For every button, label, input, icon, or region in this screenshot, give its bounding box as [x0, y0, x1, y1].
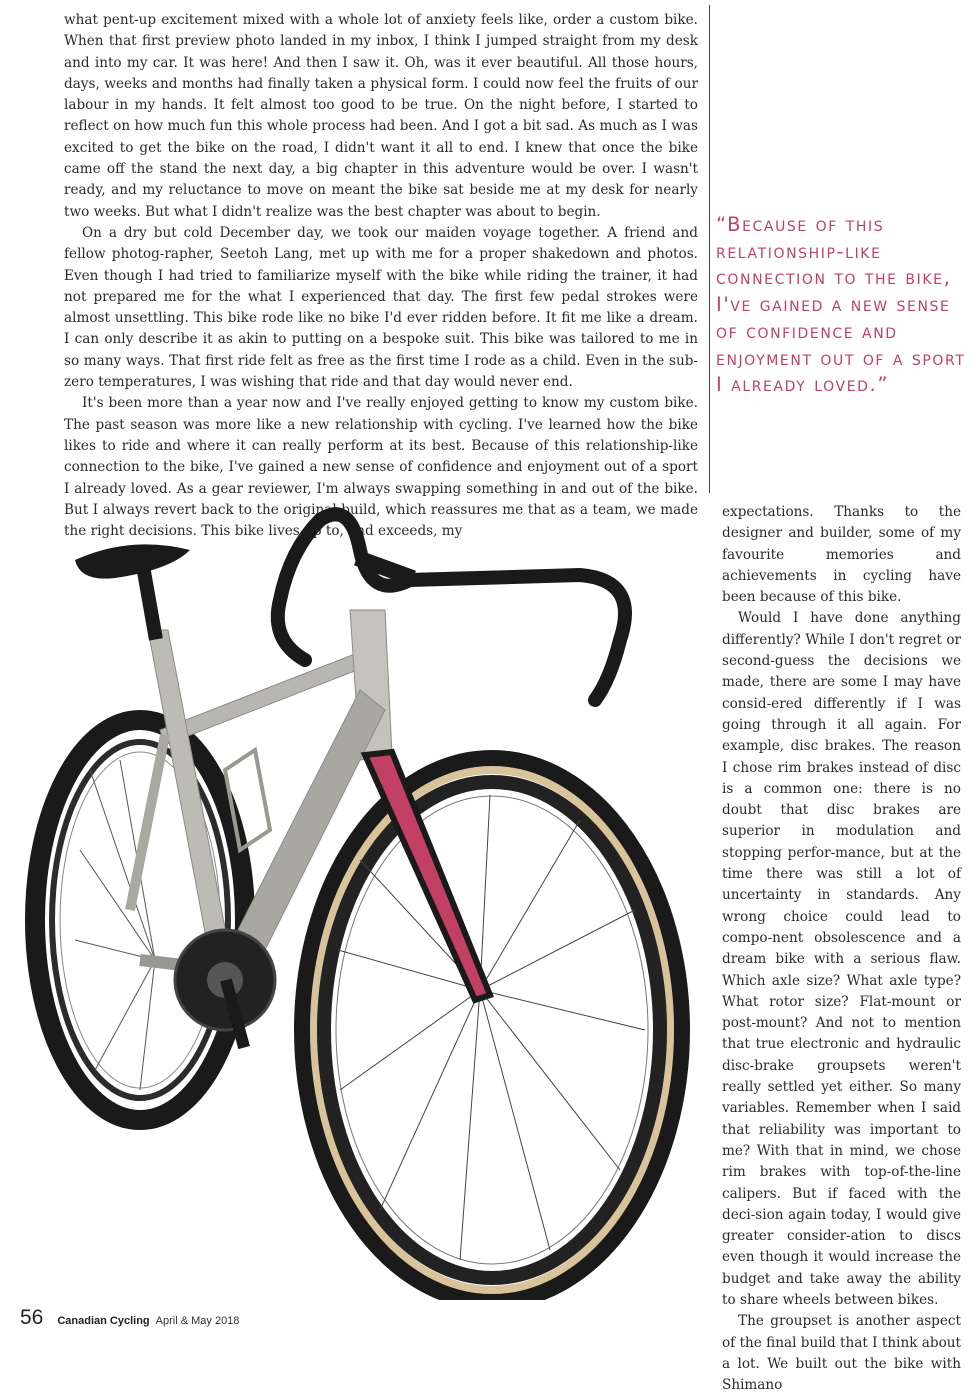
paragraph-2: On a dry but cold December day, we took our maiden voyage together. A friend and fellow photog-rapher, Seetoh Lang, met up with me for a proper shakedown and photos. Even though I had tried to familiarize myself with the bike while riding the trainer, it had not prepared me for the what I experienced that day. The first few pedal strokes were almost unsettling. This bike rode like no bike I'd ever ridden before. It fit me like a dream. I can only describe it as akin to putting on a bespoke suit. This bike was tailored to me in so many ways. That first ride felt as free as the first time I rode as a child. Even in the sub-zero temperatures, I was wishing that ride and that day would never end. — [64, 224, 698, 391]
issue-date: April & May 2018 — [155, 1315, 240, 1327]
side-paragraph-3: The groupset is another aspect of the final build that I think about a lot. We built out the bike with Shimano — [722, 1313, 961, 1394]
paragraph-3: It's been more than a year now and I've really enjoyed getting to know my custom bike. The past season was more like a new relationship with cycling. I've learned how the bike likes to ride and where it can really perform at its best. Because of this relationship-like connection to the bike, I've gained a new sense of confidence and enjoyment out of a sport I already loved. As a gear reviewer, I'm always swapping something in and out of the bike. But I always revert back to the original build, which reassures me that as a team, we made the right decisions. This bike lives up to, and exceeds, my — [64, 395, 698, 540]
side-paragraph-2: Would I have done anything differently? While I don't regret or second-guess the decisions we made, there are some I may have consid-ered differently if I was going through it all again. For example, disc brakes. The reason I chose rim brakes instead of disc is a common one: there is no doubt that disc brakes are superior in modulation and stopping perfor-mance, but at the time there was still a lot of uncertainty in standards. Any wrong choice could lead to compo-nent obsolescence and a dream bike with a serious flaw. Which axle size? What axle type? What rotor size? Flat-mount or post-mount? And not to mention that true electronic and hydraulic disc-brake groupsets weren't really settled yet either. So many variables. Remember when I said that reliability was important to me? With that in mind, we chose rim brakes with top-of-the-line calipers. But if faced with the deci-sion again today, I would give greater consider-ation to discs even though it would increase the budget and take away the ability to share wheels between bikes. — [722, 610, 961, 1308]
main-text-column — [64, 10, 698, 542]
pull-quote: “Because of this relationship-like connection to the bike, I've gained a new sense of confidence and enjoyment out of a sport I already loved.” — [716, 213, 966, 397]
side-paragraph-1: expectations. Thanks to the designer and builder, some of my favourite memories and achievements in cycling have been because of this bike. — [722, 504, 961, 606]
magazine-name: Canadian Cycling — [57, 1315, 150, 1327]
front-wheel — [302, 758, 682, 1300]
page-footer — [20, 1306, 239, 1336]
side-text-column — [722, 502, 961, 1396]
page-number: 56 — [20, 1306, 44, 1329]
column-divider — [709, 5, 710, 493]
paragraph-1: what pent-up excitement mixed with a whole lot of anxiety feels like, order a custom bike. When that first preview photo landed in my inbox, I think I jumped straight from my desk and into my car. It was here! And then I saw it. Oh, was it ever beautiful. All those hours, days, weeks and months had finally taken a physical form. I could now feel the fruits of our labour in my hands. It felt almost too good to be true. On the night before, I started to reflect on how much fun this whole process had been. And I got a bit sad. As much as I was excited to get the bike on the road, I didn't want it all to end. I knew that once the bike came off the stand the next day, a big chapter in this adventure would be over. I wasn't ready, and my reluctance to move on meant the bike sat beside me at my desk for nearly two weeks. But what I didn't realize was the best chapter was about to begin. — [64, 12, 698, 220]
bicycle-photo — [20, 490, 710, 1300]
